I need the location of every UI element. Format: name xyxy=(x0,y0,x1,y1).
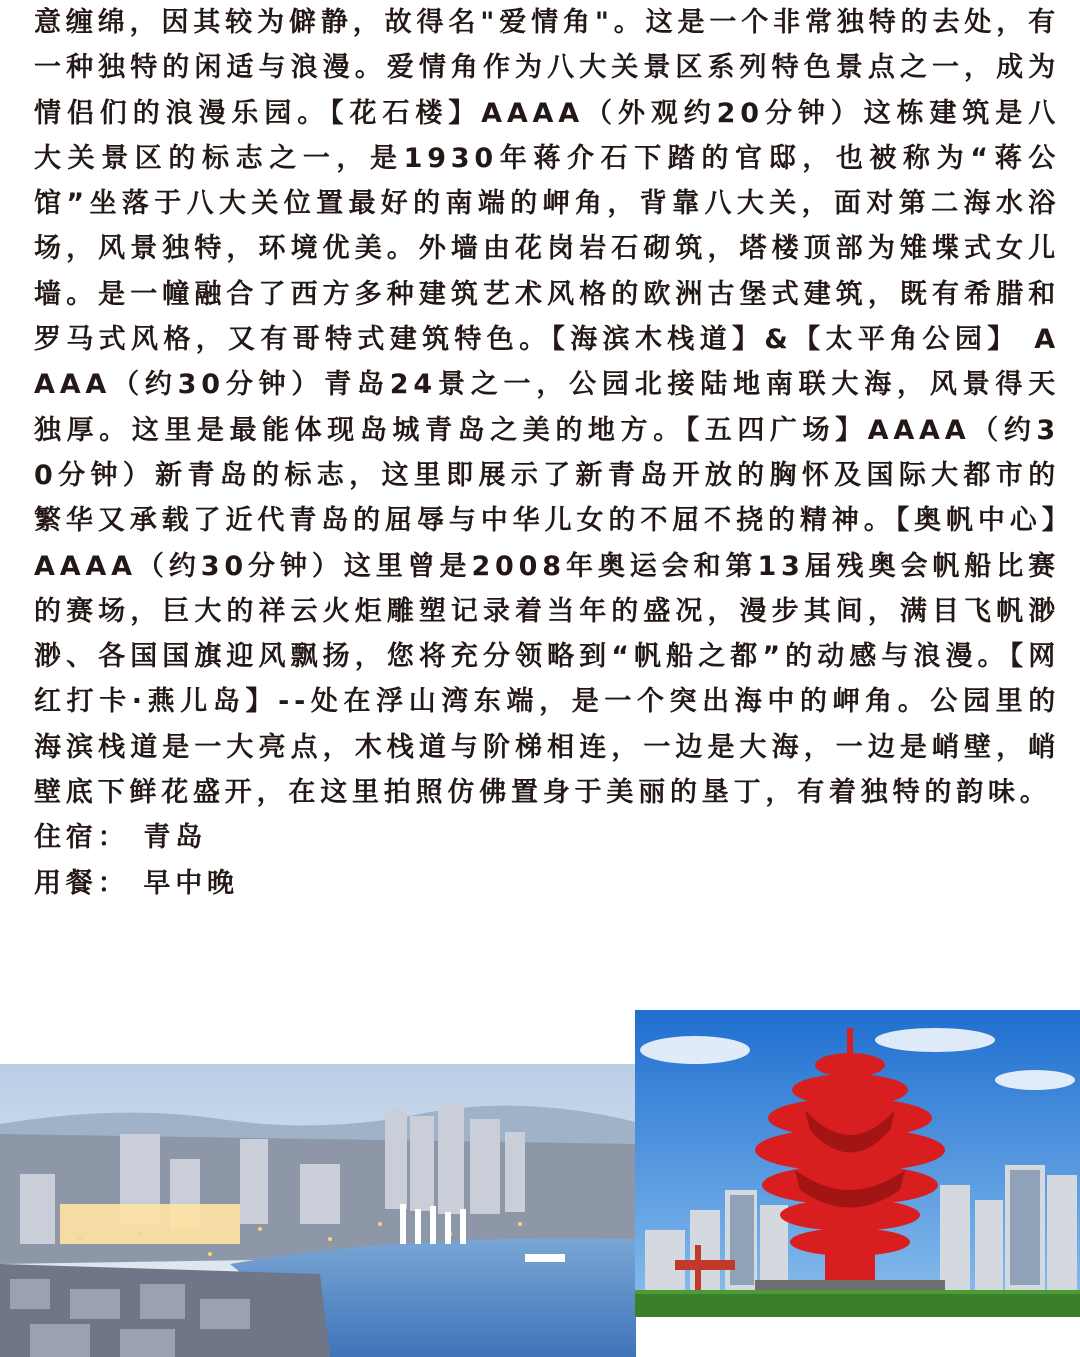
lodging-label: 住宿： xyxy=(34,822,130,854)
meals-value: 早中晚 xyxy=(143,867,239,899)
meals-label: 用餐： xyxy=(34,867,130,899)
lodging-line xyxy=(34,815,1060,860)
article-body xyxy=(34,0,1060,906)
lodging-value: 青岛 xyxy=(143,822,208,854)
sculpture-photo-illustration xyxy=(635,1010,1080,1317)
meals-line xyxy=(34,861,1060,906)
harbor-photo-illustration xyxy=(0,1064,636,1357)
harbor-photo xyxy=(0,1064,636,1357)
sculpture-photo xyxy=(635,1010,1080,1317)
itinerary-paragraph: 意缠绵，因其较为僻静，故得名"爱情角"。这是一个非常独特的去处，有一种独特的闲适与浪漫。爱情角作为八大关景区系列特色景点之一，成为情侣们的浪漫乐园。【花石楼】AAAA（外观约20分钟）这栋建筑是八大关景区的标志之一，是1930年蒋介石下踏的官邸，也被称为“蒋公馆”坐落于八大关位置最好的南端的岬角，背靠八大关，面对第二海水浴场，风景独特，环境优美。外墙由花岗岩石砌筑，塔楼顶部为雉堞式女儿墙。是一幢融合了西方多种建筑艺术风格的欧洲古堡式建筑，既有希腊和罗马式风格，又有哥特式建筑特色。【海滨木栈道】&【太平角公园】 AAAA（约30分钟）青岛24景之一，公园北接陆地南联大海，风景得天独厚。这里是最能体现岛城青岛之美的地方。【五四广场】AAAA（约30分钟）新青岛的标志，这里即展示了新青岛开放的胸怀及国际大都市的繁华又承载了近代青岛的屈辱与中华儿女的不屈不挠的精神。【奥帆中心】AAAA（约30分钟）这里曾是2008年奥运会和第13届残奥会帆船比赛的赛场，巨大的祥云火炬雕塑记录着当年的盛况，漫步其间，满目飞帆渺渺、各国国旗迎风飘扬，您将充分领略到“帆船之都”的动感与浪漫。【网红打卡·燕儿岛】--处在浮山湾东端，是一个突出海中的岬角。公园里的海滨栈道是一大亮点，木栈道与阶梯相连，一边是大海，一边是峭壁，峭壁底下鲜花盛开，在这里拍照仿佛置身于美丽的垦丁，有着独特的韵味。 xyxy=(34,7,1060,809)
